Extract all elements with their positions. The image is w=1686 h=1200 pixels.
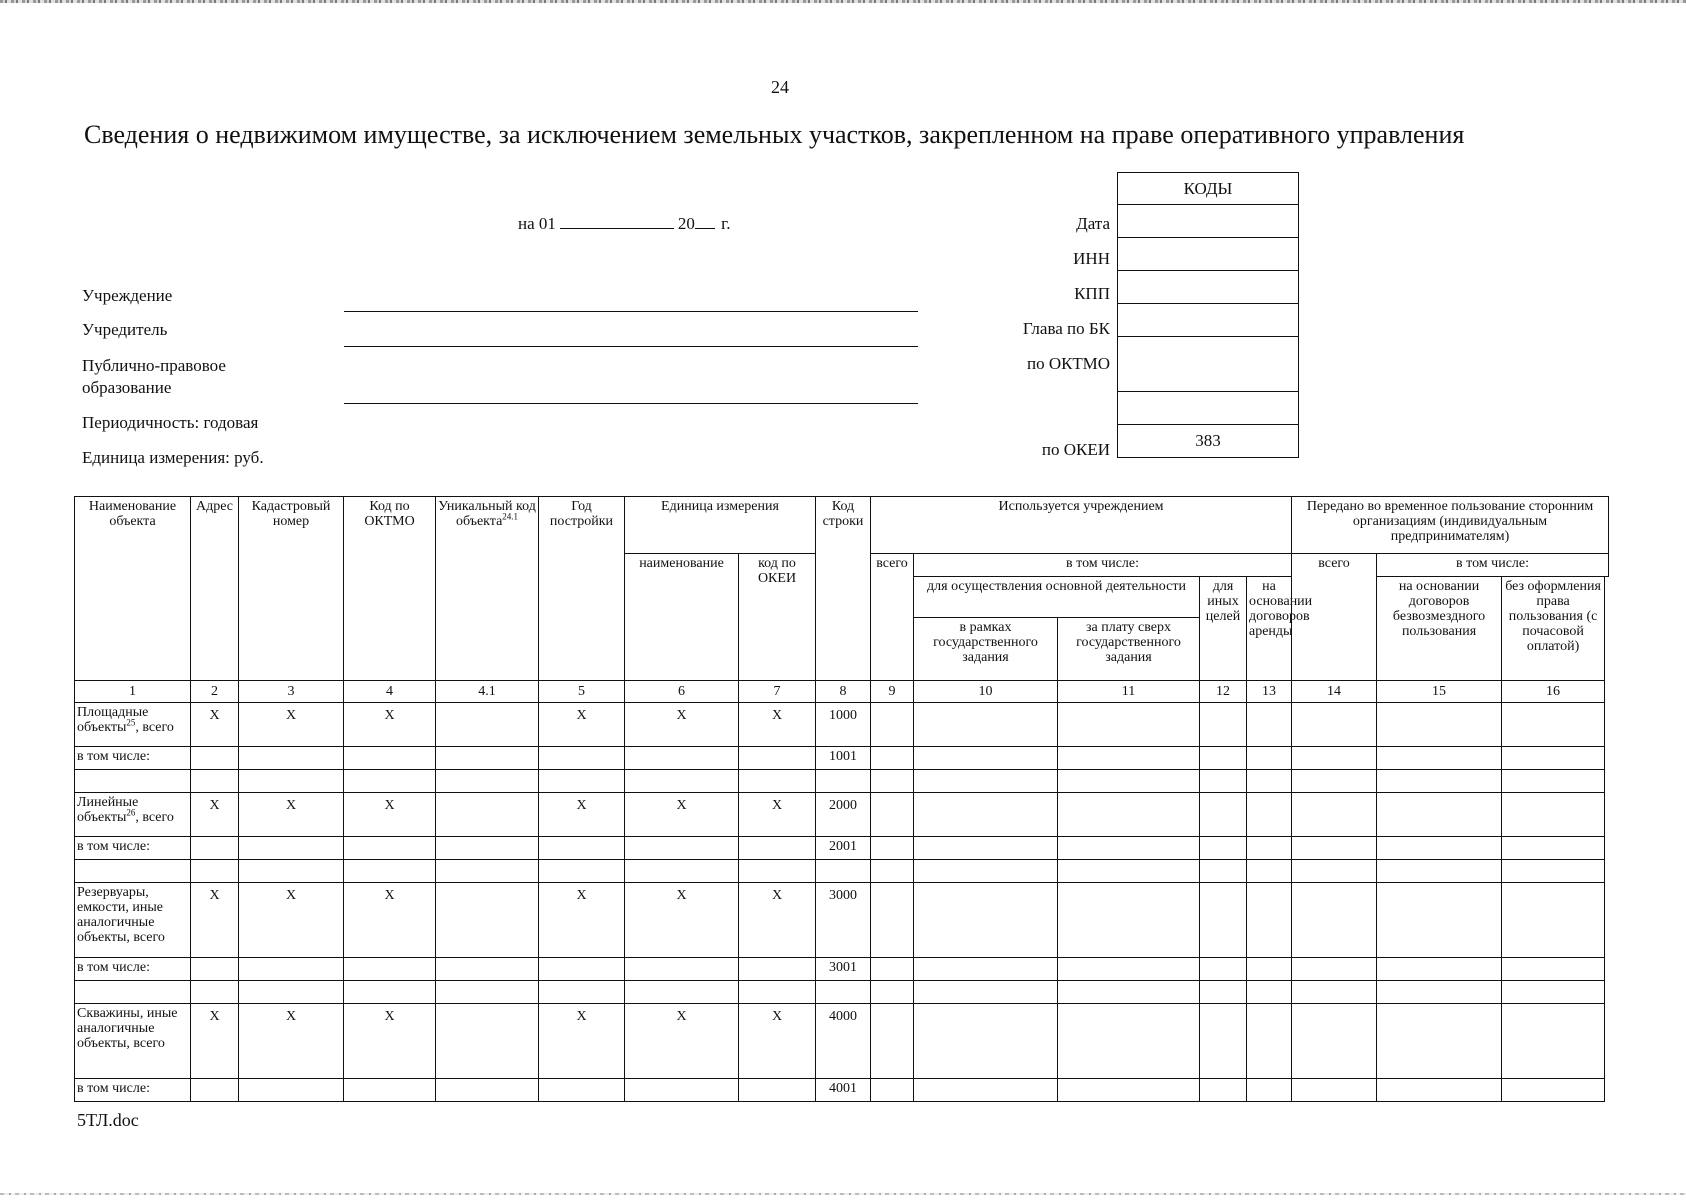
data-cell[interactable] [1292,703,1377,747]
data-cell[interactable] [625,860,739,883]
scan-edge-top [0,0,1686,3]
data-cell[interactable] [1200,1004,1247,1079]
column-number: 8 [816,681,871,703]
data-cell[interactable] [436,770,539,793]
incl-label: в том числе: [75,747,191,770]
data-cell[interactable] [1247,958,1292,981]
data-cell[interactable] [914,1079,1058,1102]
data-cell[interactable] [1502,837,1605,860]
object-name-cell [75,703,191,747]
data-cell[interactable] [191,747,239,770]
data-cell[interactable] [1377,1004,1502,1079]
document-title: Сведения о недвижимом имуществе, за исключением земельных участков, закрепленном на праве оперативного управления [84,120,1465,149]
data-cell[interactable] [1292,837,1377,860]
data-cell[interactable] [739,837,816,860]
x-mark: X [191,703,239,747]
report-date-line [518,214,730,234]
okei-code-label: по ОКЕИ [1041,440,1110,459]
data-cell[interactable] [344,981,436,1004]
table-row [75,883,1609,958]
x-mark: X [625,793,739,837]
data-cell[interactable] [739,958,816,981]
data-cell[interactable] [1200,703,1247,747]
col-header-unit-group: Единица измерения [625,497,816,554]
data-cell[interactable] [1200,770,1247,793]
col-header-address: Адрес [191,497,239,681]
data-cell[interactable] [1377,883,1502,958]
x-mark: X [739,1004,816,1079]
data-cell[interactable] [436,1004,539,1079]
column-number: 15 [1377,681,1502,703]
footnote-24-1: 24.1 [502,511,519,522]
data-cell[interactable] [1377,770,1502,793]
data-cell[interactable] [816,981,871,1004]
data-cell[interactable] [1377,1079,1502,1102]
data-cell[interactable] [739,770,816,793]
col-header-other-line1: для [1212,579,1234,594]
data-cell[interactable] [539,837,625,860]
data-cell[interactable] [344,860,436,883]
column-number: 10 [914,681,1058,703]
row-code: 4000 [816,1004,871,1079]
data-cell[interactable] [344,958,436,981]
column-number: 5 [539,681,625,703]
data-cell[interactable] [1292,1079,1377,1102]
col-header-oktmo [344,497,436,681]
data-cell[interactable] [1200,1079,1247,1102]
col-header-main-activity: для осуществления основной деятельности [914,577,1200,618]
blank-row [75,860,1609,883]
column-number: 7 [739,681,816,703]
column-number: 16 [1502,681,1605,703]
data-cell[interactable] [1200,837,1247,860]
data-cell[interactable] [1058,860,1200,883]
col-header-other-line2: иных [1207,594,1239,609]
col-header-over-task: за плату сверх государственного задания [1058,618,1200,681]
data-cell[interactable] [539,1079,625,1102]
data-cell[interactable] [871,703,914,747]
data-cell[interactable] [871,747,914,770]
founder-label: Учредитель [82,320,168,339]
incl-label: в том числе: [75,1079,191,1102]
x-mark: X [539,883,625,958]
col-header-tr-incl: в том числе: [1377,554,1609,577]
data-cell[interactable] [1292,793,1377,837]
data-cell[interactable] [1292,981,1377,1004]
data-cell[interactable] [436,747,539,770]
institution-field[interactable] [344,311,918,312]
x-mark: X [191,793,239,837]
row-code: 2001 [816,837,871,860]
data-cell[interactable] [871,958,914,981]
data-cell[interactable] [625,958,739,981]
data-cell[interactable] [1247,1079,1292,1102]
data-cell[interactable] [1377,793,1502,837]
data-cell[interactable] [1377,860,1502,883]
data-cell[interactable] [344,770,436,793]
data-cell[interactable] [239,770,344,793]
column-number: 3 [239,681,344,703]
data-cell[interactable] [1058,793,1200,837]
data-cell[interactable] [1247,860,1292,883]
data-cell[interactable] [871,1079,914,1102]
data-cell[interactable] [1292,883,1377,958]
data-cell[interactable] [914,1004,1058,1079]
x-mark: X [239,793,344,837]
col-header-used-incl: в том числе: [914,554,1292,577]
data-cell[interactable] [436,981,539,1004]
x-mark: X [344,793,436,837]
data-cell[interactable] [1502,860,1605,883]
data-cell[interactable] [625,981,739,1004]
oktmo-code-cell[interactable] [1118,337,1299,392]
row-code: 3001 [816,958,871,981]
data-cell[interactable] [436,703,539,747]
blank-row [75,981,1609,1004]
data-cell[interactable] [625,837,739,860]
data-cell[interactable] [191,958,239,981]
footer-filename: 5ТЛ.doc [77,1110,139,1130]
data-cell[interactable] [1058,747,1200,770]
incl-label: в том числе: [75,958,191,981]
data-cell[interactable] [739,747,816,770]
col-header-used-total: всего [871,554,914,681]
object-name: Скважины, иные аналогичные объекты, всего [77,1006,178,1051]
data-cell[interactable] [539,747,625,770]
incl-label: в том числе: [75,837,191,860]
codes-box [1117,172,1299,458]
col-header-unique-code-text: Уникальный код объекта [438,499,536,529]
data-cell[interactable] [1247,793,1292,837]
col-header-lease: на основании договоров аренды [1247,577,1292,681]
x-mark: X [739,703,816,747]
object-name-cell [75,1004,191,1079]
data-cell[interactable] [1247,837,1292,860]
col-header-oktmo-line1: Код по [369,499,410,514]
data-cell[interactable] [75,770,191,793]
data-cell[interactable] [1058,981,1200,1004]
data-cell[interactable] [1292,860,1377,883]
data-cell[interactable] [914,837,1058,860]
founder-field[interactable] [344,346,918,347]
blank-code-cell[interactable] [1118,392,1299,425]
inn-code-cell[interactable] [1118,238,1299,271]
col-header-transferred-group: Передано во временное пользование сторонним организациям (индивидуальным предпринимателям) [1292,497,1609,554]
column-number: 4 [344,681,436,703]
bk-code-label: Глава по БК [1022,319,1110,338]
x-mark: X [625,1004,739,1079]
public-entity-field[interactable] [344,403,918,404]
data-cell[interactable] [1292,770,1377,793]
column-number: 12 [1200,681,1247,703]
data-cell[interactable] [1200,981,1247,1004]
data-cell[interactable] [539,770,625,793]
data-cell[interactable] [239,981,344,1004]
col-header-unique-code [436,497,539,681]
date-code-label: Дата [1076,214,1110,233]
data-cell[interactable] [1502,1079,1605,1102]
x-mark: X [239,883,344,958]
table-subrow [75,958,1609,981]
data-cell[interactable] [436,958,539,981]
unit-label: Единица измерения: руб. [82,448,264,467]
page-number: 24 [771,77,789,97]
data-cell[interactable] [1377,747,1502,770]
data-cell[interactable] [914,958,1058,981]
data-cell[interactable] [1377,981,1502,1004]
table-row [75,703,1609,747]
x-mark: X [239,703,344,747]
col-header-okei-line2: ОКЕИ [757,571,797,586]
x-mark: X [739,883,816,958]
data-cell[interactable] [914,703,1058,747]
row-code: 1000 [816,703,871,747]
table-subrow [75,747,1609,770]
data-cell[interactable] [739,860,816,883]
data-cell[interactable] [625,747,739,770]
data-cell[interactable] [914,793,1058,837]
data-cell[interactable] [1247,883,1292,958]
data-cell[interactable] [1247,981,1292,1004]
data-cell[interactable] [436,837,539,860]
data-cell[interactable] [816,770,871,793]
col-header-state-task: в рамках государственного задания [914,618,1058,681]
object-name: Площадные объекты [77,705,149,735]
x-mark: X [344,703,436,747]
data-cell[interactable] [539,860,625,883]
table-subrow [75,837,1609,860]
x-mark: X [539,703,625,747]
data-cell[interactable] [1247,703,1292,747]
col-header-free-use: на основании договоров безвозмездного пользования [1377,577,1502,681]
bk-code-cell[interactable] [1118,304,1299,337]
row-code: 3000 [816,883,871,958]
col-header-other-purposes [1200,577,1247,681]
data-cell[interactable] [1502,770,1605,793]
data-cell[interactable] [1502,883,1605,958]
data-cell[interactable] [1502,981,1605,1004]
column-number-row [75,681,1609,703]
object-name: Резервуары, емкости, иные аналогичные объекты, всего [77,885,165,945]
data-cell[interactable] [1377,703,1502,747]
data-cell[interactable] [871,770,914,793]
data-cell[interactable] [1058,770,1200,793]
data-cell[interactable] [1058,883,1200,958]
object-name-cell [75,883,191,958]
kpp-code-cell[interactable] [1118,271,1299,304]
data-cell[interactable] [1377,837,1502,860]
col-header-row-code: Код строки [816,497,871,681]
data-cell[interactable] [539,981,625,1004]
data-cell[interactable] [1200,747,1247,770]
date-code-cell[interactable] [1118,205,1299,238]
x-mark: X [539,1004,625,1079]
data-cell[interactable] [239,837,344,860]
data-cell[interactable] [1200,860,1247,883]
data-cell[interactable] [436,883,539,958]
data-cell[interactable] [739,981,816,1004]
x-mark: X [344,1004,436,1079]
data-cell[interactable] [871,883,914,958]
data-cell[interactable] [1200,883,1247,958]
data-cell[interactable] [1058,1079,1200,1102]
data-cell[interactable] [625,770,739,793]
column-number: 11 [1058,681,1200,703]
x-mark: X [191,1004,239,1079]
data-cell[interactable] [191,860,239,883]
data-cell[interactable] [191,1079,239,1102]
col-header-tr-total: всего [1292,554,1377,681]
object-name-suffix: , всего [135,720,174,735]
okei-code-cell: 383 [1118,425,1299,458]
data-cell[interactable] [739,1079,816,1102]
column-number: 14 [1292,681,1377,703]
x-mark: X [191,883,239,958]
data-cell[interactable] [1200,958,1247,981]
x-mark: X [739,793,816,837]
data-cell[interactable] [1247,1004,1292,1079]
data-cell[interactable] [1058,958,1200,981]
data-cell[interactable] [1058,1004,1200,1079]
data-cell[interactable] [191,770,239,793]
institution-label: Учреждение [82,286,173,305]
date-year-prefix: 20 [677,214,695,233]
data-cell[interactable] [871,1004,914,1079]
date-month-blank[interactable] [560,214,674,229]
data-cell[interactable] [239,860,344,883]
col-header-unit-name: наименование [625,554,739,681]
data-cell[interactable] [1292,958,1377,981]
codes-header: КОДЫ [1118,173,1299,205]
data-cell[interactable] [871,793,914,837]
data-cell[interactable] [1502,703,1605,747]
data-cell[interactable] [914,747,1058,770]
blank-row [75,770,1609,793]
data-cell[interactable] [344,747,436,770]
x-mark: X [344,883,436,958]
table-row [75,1004,1609,1079]
col-header-year: Год постройки [539,497,625,681]
row-code: 4001 [816,1079,871,1102]
footnote-ref: 26 [126,807,136,818]
data-cell[interactable] [436,793,539,837]
data-cell[interactable] [1058,837,1200,860]
data-cell[interactable] [436,860,539,883]
data-cell[interactable] [344,837,436,860]
inn-code-label: ИНН [1073,249,1110,268]
data-cell[interactable] [191,981,239,1004]
x-mark: X [239,1004,344,1079]
data-cell[interactable] [1377,958,1502,981]
col-header-okei-code [739,554,816,681]
data-cell[interactable] [1247,770,1292,793]
date-year-blank[interactable] [695,214,715,229]
data-cell[interactable] [1502,793,1605,837]
column-number: 13 [1247,681,1292,703]
object-name: Линейные объекты [77,795,139,825]
table-subrow [75,1079,1609,1102]
column-number: 6 [625,681,739,703]
data-cell[interactable] [436,1079,539,1102]
data-cell[interactable] [816,860,871,883]
object-name-cell [75,793,191,837]
date-prefix: на 01 [518,214,556,233]
scan-edge-bottom [0,1193,1686,1195]
col-header-no-doc: без оформления права пользования (с почасовой оплатой) [1502,577,1605,681]
column-number: 2 [191,681,239,703]
oktmo-code-label: по ОКТМО [1026,354,1110,373]
col-header-other-line3: целей [1205,609,1241,624]
data-cell[interactable] [914,883,1058,958]
x-mark: X [539,793,625,837]
data-cell[interactable] [239,1079,344,1102]
data-cell[interactable] [871,981,914,1004]
col-header-cadastral: Кадастровый номер [239,497,344,681]
data-cell[interactable] [871,860,914,883]
data-cell[interactable] [1502,958,1605,981]
x-mark: X [625,703,739,747]
data-cell[interactable] [914,860,1058,883]
data-cell[interactable] [239,747,344,770]
data-cell[interactable] [1502,1004,1605,1079]
col-header-okei-line1: код по [758,556,796,571]
kpp-code-label: КПП [1074,284,1110,303]
public-entity-label-line1: Публично-правовое [82,356,226,375]
col-header-oktmo-line2: ОКТМО [364,514,415,529]
public-entity-label-line2: образование [82,378,172,397]
footnote-ref: 25 [126,717,136,728]
column-number: 4.1 [436,681,539,703]
row-code: 1001 [816,747,871,770]
data-cell[interactable] [1058,703,1200,747]
column-number: 9 [871,681,914,703]
data-cell[interactable] [539,958,625,981]
data-cell[interactable] [239,958,344,981]
data-cell[interactable] [1502,747,1605,770]
data-cell[interactable] [1292,747,1377,770]
data-cell[interactable] [914,981,1058,1004]
x-mark: X [625,883,739,958]
data-cell[interactable] [75,860,191,883]
col-header-used-group: Используется учреждением [871,497,1292,554]
property-table [74,496,1609,1102]
col-header-name: Наименование объекта [75,497,191,681]
data-cell[interactable] [1200,793,1247,837]
column-number: 1 [75,681,191,703]
data-cell[interactable] [75,981,191,1004]
date-suffix: г. [721,214,731,233]
data-cell[interactable] [344,1079,436,1102]
data-cell[interactable] [1247,747,1292,770]
data-cell[interactable] [191,837,239,860]
data-cell[interactable] [914,770,1058,793]
row-code: 2000 [816,793,871,837]
periodicity-label: Периодичность: годовая [82,413,259,432]
table-row [75,793,1609,837]
data-cell[interactable] [625,1079,739,1102]
data-cell[interactable] [871,837,914,860]
data-cell[interactable] [1292,1004,1377,1079]
object-name-suffix: , всего [135,810,174,825]
